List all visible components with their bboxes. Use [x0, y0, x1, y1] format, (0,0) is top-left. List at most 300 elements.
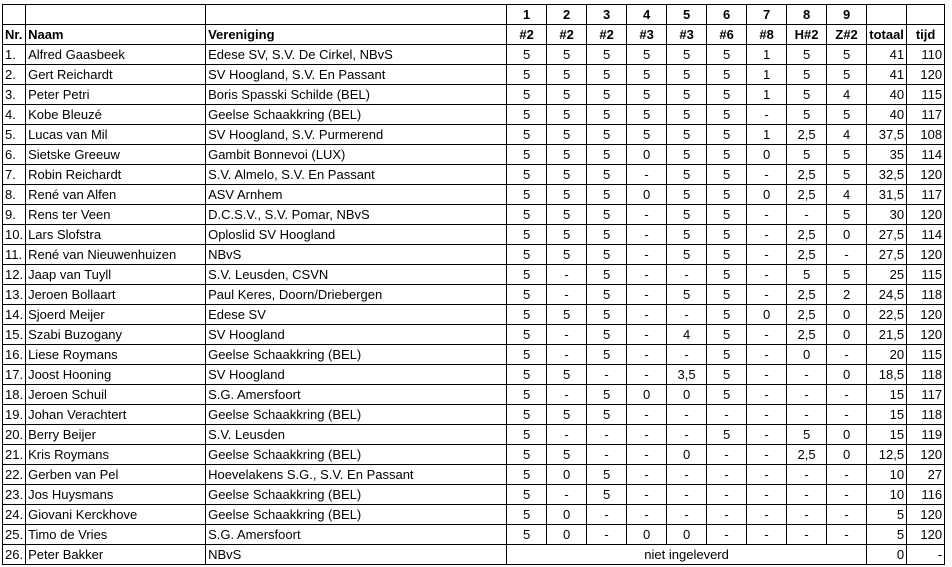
round-number: 7 — [747, 5, 787, 25]
score-cell: 5 — [667, 285, 707, 305]
score-cell: - — [747, 425, 787, 445]
score-cell: 5 — [547, 165, 587, 185]
score-cell: 5 — [667, 205, 707, 225]
score-cell: 5 — [587, 285, 627, 305]
score-cell: - — [627, 345, 667, 365]
score-cell: - — [627, 225, 667, 245]
club-cell: S.G. Amersfoort — [206, 385, 507, 405]
total-cell: 40 — [867, 85, 907, 105]
rank-cell: 23. — [3, 485, 26, 505]
score-cell: 5 — [507, 365, 547, 385]
round-number: 1 — [507, 5, 547, 25]
header-blank — [907, 5, 945, 25]
club-cell: Edese SV — [206, 305, 507, 325]
score-cell: - — [787, 465, 827, 485]
table-row — [3, 85, 945, 105]
score-cell: - — [547, 345, 587, 365]
score-cell: - — [587, 525, 627, 545]
score-cell: 5 — [507, 45, 547, 65]
table-row — [3, 525, 945, 545]
score-cell: 2,5 — [787, 225, 827, 245]
score-cell: 5 — [667, 225, 707, 245]
score-cell: 2,5 — [787, 305, 827, 325]
score-cell: - — [747, 525, 787, 545]
club-cell: Oploslid SV Hoogland — [206, 225, 507, 245]
score-cell: 5 — [627, 45, 667, 65]
total-cell: 15 — [867, 385, 907, 405]
club-cell: NBvS — [206, 545, 507, 565]
score-cell: 5 — [507, 505, 547, 525]
time-cell: 115 — [907, 85, 945, 105]
score-cell: - — [707, 505, 747, 525]
score-cell: 1 — [747, 85, 787, 105]
header-nr: Nr. — [3, 25, 26, 45]
score-cell: - — [667, 465, 707, 485]
score-cell: 5 — [547, 305, 587, 325]
name-cell: Peter Petri — [26, 85, 206, 105]
score-cell: - — [827, 465, 867, 485]
score-cell: 5 — [547, 245, 587, 265]
score-cell: - — [747, 445, 787, 465]
header-blank — [26, 5, 206, 25]
score-cell: 0 — [547, 525, 587, 545]
header-row-labels — [3, 25, 945, 45]
score-cell: 5 — [827, 65, 867, 85]
header-row-rounds — [3, 5, 945, 25]
total-cell: 12,5 — [867, 445, 907, 465]
score-cell: - — [627, 305, 667, 325]
total-cell: 10 — [867, 485, 907, 505]
score-cell: 5 — [587, 65, 627, 85]
total-cell: 35 — [867, 145, 907, 165]
score-cell: 0 — [827, 445, 867, 465]
score-cell: 5 — [827, 165, 867, 185]
score-cell: 2,5 — [787, 185, 827, 205]
time-cell: 119 — [907, 425, 945, 445]
rank-cell: 20. — [3, 425, 26, 445]
time-cell: 114 — [907, 145, 945, 165]
score-cell: - — [787, 205, 827, 225]
score-cell: - — [627, 205, 667, 225]
score-cell: 5 — [507, 185, 547, 205]
score-cell: 5 — [827, 45, 867, 65]
name-cell: Jaap van Tuyll — [26, 265, 206, 285]
score-cell: - — [667, 265, 707, 285]
score-cell: 5 — [507, 225, 547, 245]
round-number: 2 — [547, 5, 587, 25]
club-cell: S.V. Leusden, CSVN — [206, 265, 507, 285]
club-cell: Gambit Bonnevoi (LUX) — [206, 145, 507, 165]
time-cell: 120 — [907, 205, 945, 225]
score-cell: 5 — [547, 145, 587, 165]
score-cell: - — [707, 405, 747, 425]
score-cell: - — [587, 365, 627, 385]
name-cell: Lucas van Mil — [26, 125, 206, 145]
rank-cell: 12. — [3, 265, 26, 285]
score-cell: 5 — [707, 105, 747, 125]
table-row — [3, 105, 945, 125]
score-cell: - — [707, 465, 747, 485]
time-cell: 120 — [907, 325, 945, 345]
score-cell: 5 — [707, 65, 747, 85]
club-cell: D.C.S.V., S.V. Pomar, NBvS — [206, 205, 507, 225]
club-cell: S.G. Amersfoort — [206, 525, 507, 545]
score-cell: 5 — [507, 245, 547, 265]
time-cell: 110 — [907, 45, 945, 65]
name-cell: Gert Reichardt — [26, 65, 206, 85]
time-cell: 120 — [907, 245, 945, 265]
score-cell: 5 — [507, 445, 547, 465]
table-row — [3, 365, 945, 385]
name-cell: Liese Roymans — [26, 345, 206, 365]
time-cell: 120 — [907, 525, 945, 545]
club-cell: Edese SV, S.V. De Cirkel, NBvS — [206, 45, 507, 65]
score-cell: - — [787, 385, 827, 405]
score-cell: 5 — [507, 265, 547, 285]
table-row — [3, 385, 945, 405]
rank-cell: 13. — [3, 285, 26, 305]
score-cell: - — [667, 485, 707, 505]
rank-cell: 26. — [3, 545, 26, 565]
score-cell: 5 — [787, 265, 827, 285]
rank-cell: 14. — [3, 305, 26, 325]
score-cell: 5 — [507, 145, 547, 165]
round-type: #6 — [707, 25, 747, 45]
score-cell: 5 — [707, 45, 747, 65]
rank-cell: 22. — [3, 465, 26, 485]
name-cell: Robin Reichardt — [26, 165, 206, 185]
club-cell: Geelse Schaakkring (BEL) — [206, 485, 507, 505]
score-cell: - — [747, 285, 787, 305]
score-cell: 5 — [707, 185, 747, 205]
score-cell: - — [747, 165, 787, 185]
time-cell: 120 — [907, 445, 945, 465]
score-cell: 5 — [587, 345, 627, 365]
score-cell: 5 — [707, 305, 747, 325]
time-cell: 118 — [907, 285, 945, 305]
rank-cell: 24. — [3, 505, 26, 525]
score-cell: 5 — [707, 345, 747, 365]
rank-cell: 4. — [3, 105, 26, 125]
score-cell: 5 — [547, 225, 587, 245]
total-cell: 41 — [867, 65, 907, 85]
round-type: Z#2 — [827, 25, 867, 45]
score-cell: 5 — [707, 245, 747, 265]
club-cell: Geelse Schaakkring (BEL) — [206, 445, 507, 465]
time-cell: 27 — [907, 465, 945, 485]
score-cell: 0 — [667, 385, 707, 405]
score-cell: 5 — [547, 445, 587, 465]
score-cell: - — [747, 205, 787, 225]
table-row — [3, 325, 945, 345]
time-cell: 116 — [907, 485, 945, 505]
header-blank — [206, 5, 507, 25]
score-cell: 5 — [707, 385, 747, 405]
score-cell: - — [747, 505, 787, 525]
total-cell: 40 — [867, 105, 907, 125]
name-cell: Kobe Bleuzé — [26, 105, 206, 125]
table-row — [3, 125, 945, 145]
table-row — [3, 245, 945, 265]
total-cell: 37,5 — [867, 125, 907, 145]
score-cell: - — [787, 365, 827, 385]
club-cell: Geelse Schaakkring (BEL) — [206, 345, 507, 365]
total-cell: 25 — [867, 265, 907, 285]
time-cell: 114 — [907, 225, 945, 245]
score-cell: 5 — [707, 265, 747, 285]
round-number: 5 — [667, 5, 707, 25]
table-row — [3, 265, 945, 285]
club-cell: S.V. Almelo, S.V. En Passant — [206, 165, 507, 185]
score-cell: 5 — [587, 85, 627, 105]
score-cell: - — [747, 245, 787, 265]
score-cell: - — [667, 305, 707, 325]
total-cell: 18,5 — [867, 365, 907, 385]
header-totaal: totaal — [867, 25, 907, 45]
score-cell: - — [827, 345, 867, 365]
table-row — [3, 185, 945, 205]
score-cell: 5 — [507, 205, 547, 225]
score-cell: 5 — [547, 365, 587, 385]
score-cell: 5 — [667, 245, 707, 265]
score-cell: 5 — [507, 65, 547, 85]
score-cell: 5 — [547, 45, 587, 65]
score-cell: 5 — [547, 205, 587, 225]
name-cell: Alfred Gaasbeek — [26, 45, 206, 65]
total-cell: 21,5 — [867, 325, 907, 345]
score-cell: 5 — [507, 125, 547, 145]
score-cell: - — [627, 465, 667, 485]
score-cell: - — [627, 265, 667, 285]
score-cell: - — [667, 405, 707, 425]
name-cell: Rens ter Veen — [26, 205, 206, 225]
club-cell: SV Hoogland, S.V. En Passant — [206, 65, 507, 85]
score-cell: - — [707, 485, 747, 505]
score-cell: 5 — [827, 265, 867, 285]
table-row — [3, 445, 945, 465]
score-cell: 1 — [747, 65, 787, 85]
score-cell: - — [547, 425, 587, 445]
score-cell: 2 — [827, 285, 867, 305]
score-cell: 5 — [787, 45, 827, 65]
name-cell: Berry Beijer — [26, 425, 206, 445]
score-cell: - — [667, 505, 707, 525]
score-cell: 5 — [707, 225, 747, 245]
score-cell: - — [627, 165, 667, 185]
score-cell: 5 — [507, 485, 547, 505]
score-cell: 5 — [587, 165, 627, 185]
rank-cell: 21. — [3, 445, 26, 465]
score-cell: - — [587, 425, 627, 445]
score-cell: 5 — [627, 85, 667, 105]
score-cell: 2,5 — [787, 125, 827, 145]
score-cell: - — [747, 345, 787, 365]
score-cell: 5 — [507, 385, 547, 405]
score-cell: 2,5 — [787, 285, 827, 305]
total-cell: 15 — [867, 405, 907, 425]
rank-cell: 8. — [3, 185, 26, 205]
name-cell: Lars Slofstra — [26, 225, 206, 245]
round-type: #8 — [747, 25, 787, 45]
score-cell: 5 — [547, 125, 587, 145]
score-cell: 5 — [507, 345, 547, 365]
rank-cell: 25. — [3, 525, 26, 545]
score-cell: 5 — [587, 205, 627, 225]
score-cell: - — [827, 385, 867, 405]
score-cell: 5 — [547, 405, 587, 425]
score-cell: 5 — [827, 205, 867, 225]
rank-cell: 19. — [3, 405, 26, 425]
total-cell: 5 — [867, 505, 907, 525]
score-cell: - — [587, 505, 627, 525]
table-row — [3, 145, 945, 165]
name-cell: René van Alfen — [26, 185, 206, 205]
not-submitted-note: niet ingeleverd — [507, 545, 867, 565]
rank-cell: 3. — [3, 85, 26, 105]
score-cell: 0 — [667, 445, 707, 465]
round-type: #3 — [667, 25, 707, 45]
score-cell: 0 — [787, 345, 827, 365]
score-cell: 5 — [587, 405, 627, 425]
rank-cell: 15. — [3, 325, 26, 345]
score-cell: - — [667, 425, 707, 445]
score-cell: - — [627, 365, 667, 385]
table-row — [3, 65, 945, 85]
score-cell: - — [787, 505, 827, 525]
score-cell: 0 — [627, 185, 667, 205]
header-tijd: tijd — [907, 25, 945, 45]
score-cell: - — [747, 265, 787, 285]
name-cell: Kris Roymans — [26, 445, 206, 465]
table-row — [3, 545, 945, 565]
score-cell: 2,5 — [787, 165, 827, 185]
time-cell: 120 — [907, 505, 945, 525]
score-cell: - — [827, 405, 867, 425]
score-cell: 5 — [707, 325, 747, 345]
rank-cell: 9. — [3, 205, 26, 225]
rank-cell: 11. — [3, 245, 26, 265]
table-row — [3, 505, 945, 525]
score-cell: 5 — [627, 105, 667, 125]
score-cell: 5 — [507, 525, 547, 545]
score-cell: 0 — [747, 145, 787, 165]
score-cell: - — [747, 485, 787, 505]
score-cell: 5 — [587, 105, 627, 125]
score-cell: - — [627, 285, 667, 305]
score-cell: - — [627, 445, 667, 465]
rank-cell: 5. — [3, 125, 26, 145]
club-cell: SV Hoogland — [206, 325, 507, 345]
club-cell: SV Hoogland — [206, 365, 507, 385]
score-cell: 0 — [627, 525, 667, 545]
name-cell: Joost Hooning — [26, 365, 206, 385]
name-cell: Gerben van Pel — [26, 465, 206, 485]
score-cell: 5 — [587, 225, 627, 245]
score-cell: 5 — [707, 85, 747, 105]
name-cell: Peter Bakker — [26, 545, 206, 565]
table-row — [3, 305, 945, 325]
score-cell: - — [587, 445, 627, 465]
score-cell: 0 — [827, 425, 867, 445]
score-cell: - — [747, 105, 787, 125]
score-cell: 0 — [827, 365, 867, 385]
time-cell: 117 — [907, 185, 945, 205]
score-cell: - — [787, 525, 827, 545]
score-cell: 5 — [667, 185, 707, 205]
table-row — [3, 405, 945, 425]
score-cell: 0 — [627, 385, 667, 405]
club-cell: Paul Keres, Doorn/Driebergen — [206, 285, 507, 305]
round-type: #2 — [507, 25, 547, 45]
name-cell: Jos Huysmans — [26, 485, 206, 505]
header-vereniging: Vereniging — [206, 25, 507, 45]
rank-cell: 7. — [3, 165, 26, 185]
round-type: #3 — [627, 25, 667, 45]
score-cell: 0 — [667, 525, 707, 545]
score-cell: 5 — [787, 85, 827, 105]
rank-cell: 1. — [3, 45, 26, 65]
round-type: H#2 — [787, 25, 827, 45]
time-cell: 120 — [907, 65, 945, 85]
time-cell: 120 — [907, 165, 945, 185]
score-cell: - — [707, 525, 747, 545]
name-cell: Szabi Buzogany — [26, 325, 206, 345]
score-cell: 2,5 — [787, 245, 827, 265]
club-cell: Boris Spasski Schilde (BEL) — [206, 85, 507, 105]
score-cell: - — [627, 485, 667, 505]
time-cell: 118 — [907, 365, 945, 385]
score-cell: 5 — [587, 385, 627, 405]
score-cell: 0 — [547, 465, 587, 485]
round-number: 3 — [587, 5, 627, 25]
table-row — [3, 485, 945, 505]
score-cell: 5 — [787, 425, 827, 445]
score-cell: 5 — [507, 465, 547, 485]
score-cell: 5 — [707, 125, 747, 145]
score-cell: 4 — [667, 325, 707, 345]
score-cell: - — [627, 405, 667, 425]
time-cell: 120 — [907, 305, 945, 325]
score-cell: 0 — [827, 305, 867, 325]
header-blank — [3, 5, 26, 25]
round-type: #2 — [587, 25, 627, 45]
score-cell: - — [547, 485, 587, 505]
time-cell: 115 — [907, 345, 945, 365]
score-cell: 5 — [587, 45, 627, 65]
score-cell: 5 — [587, 485, 627, 505]
score-cell: - — [547, 285, 587, 305]
name-cell: Johan Verachtert — [26, 405, 206, 425]
table-row — [3, 165, 945, 185]
score-cell: 1 — [747, 125, 787, 145]
score-cell: 3,5 — [667, 365, 707, 385]
score-cell: 5 — [627, 65, 667, 85]
table-row — [3, 285, 945, 305]
score-cell: 5 — [627, 125, 667, 145]
score-cell: 2,5 — [787, 325, 827, 345]
score-cell: - — [547, 265, 587, 285]
score-cell: 4 — [827, 85, 867, 105]
time-cell: 117 — [907, 105, 945, 125]
rank-cell: 10. — [3, 225, 26, 245]
score-cell: 5 — [587, 265, 627, 285]
score-cell: 5 — [507, 165, 547, 185]
table-row — [3, 225, 945, 245]
score-cell: 5 — [507, 105, 547, 125]
score-cell: - — [787, 485, 827, 505]
score-cell: 5 — [787, 105, 827, 125]
total-cell: 5 — [867, 525, 907, 545]
